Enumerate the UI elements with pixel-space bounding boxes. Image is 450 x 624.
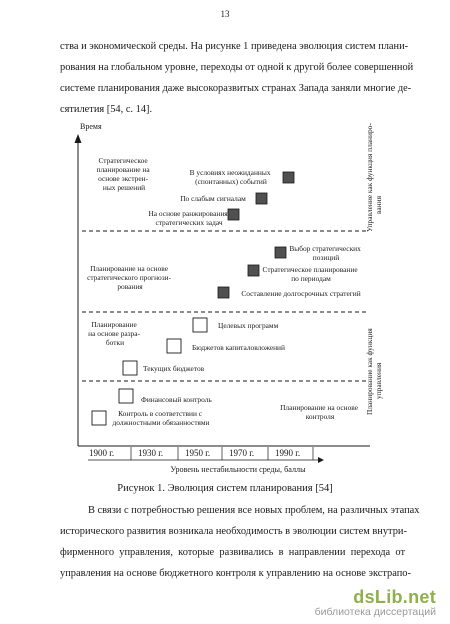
marker-square-filled (283, 172, 294, 183)
watermark-subtitle: библиотека диссертаций (314, 606, 436, 618)
marker-square-empty (119, 389, 133, 403)
marker-square-filled (248, 265, 259, 276)
item-label: Контроль в соответствии с должностными обязанностями (112, 409, 210, 427)
item-label: Целевых программ (218, 321, 279, 330)
watermark-logo[interactable]: dsLib.net (353, 587, 436, 607)
side-label-2: Планирование как функция управления (365, 328, 383, 415)
watermark (315, 587, 436, 618)
page-number: 13 (220, 9, 230, 19)
section-title: Планирование на основе контроля (280, 403, 359, 421)
y-axis-label: Время (80, 122, 102, 131)
marker-square-filled (256, 193, 267, 204)
item-label: Составление долгосрочных стратегий (241, 289, 361, 298)
marker-square-empty (193, 318, 207, 332)
paragraph-line: сятилетия [54, с. 14]. (60, 104, 153, 115)
paragraph-line: ства и экономической среды. На рисунке 1 приведена эволюция систем плани- (60, 41, 409, 52)
bottom-paragraph (60, 500, 420, 584)
section-title: Планирование на основе разра- ботки (88, 320, 140, 347)
paragraph-line: рования на глобальном уровне, переходы от одной к другой более совершенной (60, 62, 414, 73)
marker-square-empty (167, 339, 181, 353)
paragraph-line: системе планирования даже высокоразвитых странах Запада заняли многие де- (60, 83, 412, 94)
marker-square-empty (92, 411, 106, 425)
item-label: На основе ранжирования стратегических задач (148, 209, 228, 227)
item-label: По слабым сигналам (180, 194, 246, 203)
y-axis-arrow (75, 134, 82, 143)
x-axis-ticks: 1900 г. 1930 г. 1950 г. 1970 г. 1990 г. (89, 448, 301, 458)
paragraph-line: В связи с потребностью решения все новых проблем, на различных этапах (88, 505, 420, 516)
figure-caption: Рисунок 1. Эволюция систем планирования [54] (117, 483, 333, 494)
paragraph-line: фирменного управления, которые развивались в направлении перехода от (60, 547, 405, 558)
item-label: Текущих бюджетов (143, 364, 205, 373)
section-title: Планирование на основе стратегического прогнози- рования (87, 264, 172, 291)
paragraph-line: исторического развития возникала необходимость в эволюции систем внутри- (60, 526, 407, 537)
item-label: Финансовый контроль (141, 395, 212, 404)
item-label: Бюджетов капиталовложений (192, 343, 285, 352)
time-scale-arrow (318, 457, 324, 463)
x-axis-label: Уровень нестабильности среды, баллы (170, 465, 306, 474)
marker-square-filled (275, 247, 286, 258)
marker-square-empty (123, 361, 137, 375)
section-title: Стратегическое планирование на основе экстрен- ных решений (96, 156, 150, 192)
side-label-1: Управление как функция планиро- вания (365, 123, 383, 232)
item-label: Выбор стратегических позиций (289, 244, 361, 262)
marker-square-filled (218, 287, 229, 298)
paragraph-line: управления на основе бюджетного контроля к управлению на основе экстрапо- (60, 568, 411, 579)
marker-square-filled (228, 209, 239, 220)
item-label: В условиях неожиданных (спонтанных) событий (189, 168, 271, 186)
item-label: Стратегическое планирование по периодам (262, 265, 358, 283)
